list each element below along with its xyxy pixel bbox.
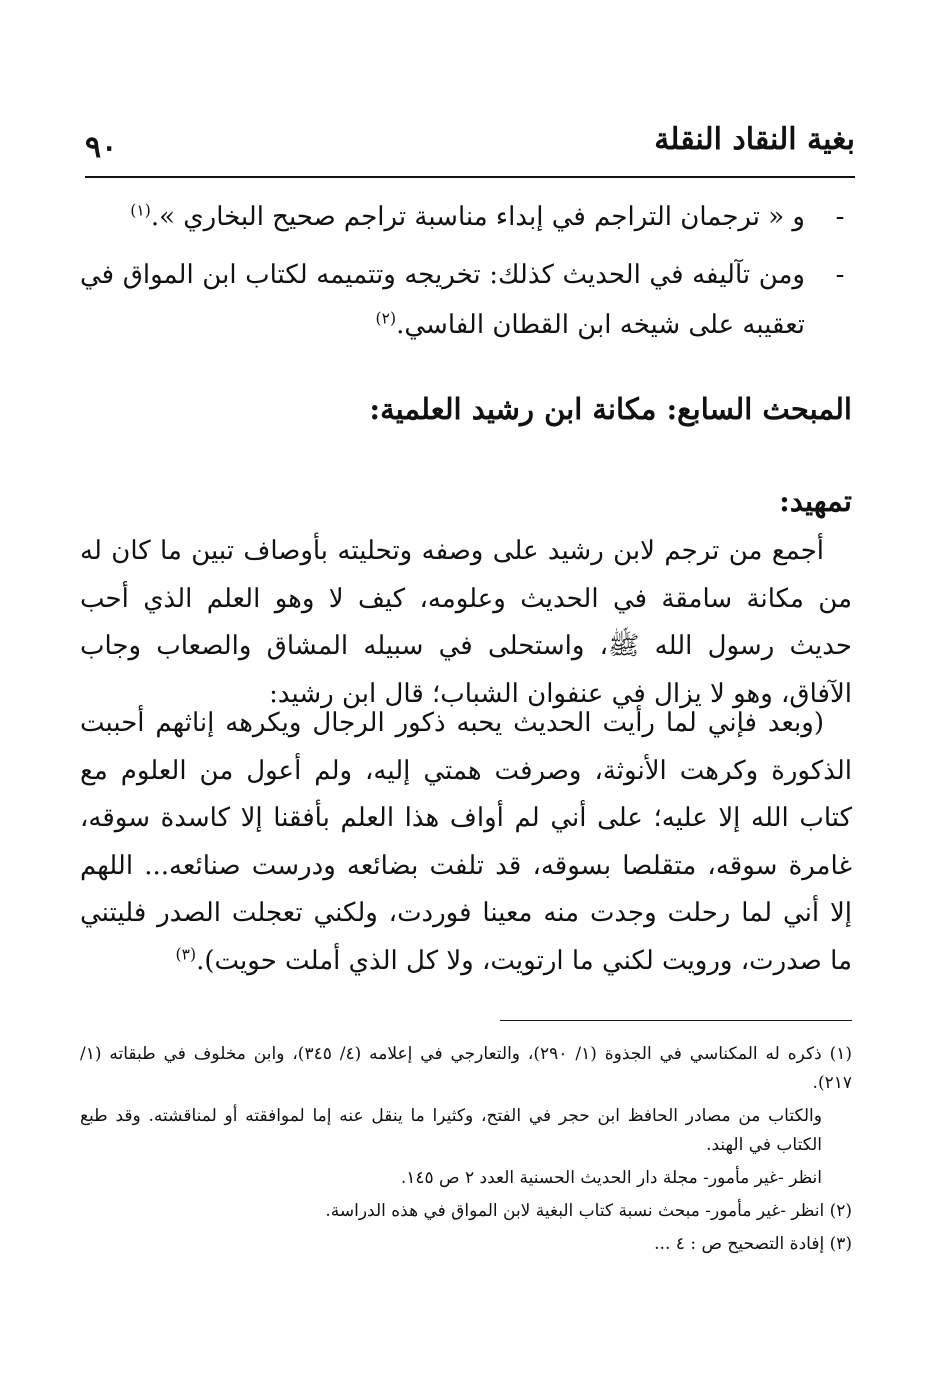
footnote-ref: (٢) (375, 309, 397, 328)
footnote-continuation: والكتاب من مصادر الحافظ ابن حجر في الفتح، وكثيرا ما ينقل عنه إما لموافقته أو لمناقشته. وقد طبع الكتاب في الهند. (80, 1106, 822, 1155)
footnote-ref: (١) (130, 201, 151, 220)
footnote: (٢) انظر -غير مأمور- مبحث نسبة كتاب البغية لابن المواق في هذه الدراسة. (325, 1201, 852, 1221)
footnote: (٣) إفادة التصحيح ص : ٤ ... (654, 1234, 852, 1254)
section-heading: المبحث السابع: مكانة ابن رشيد العلمية: (369, 392, 852, 426)
quote-text: (وبعد فإني لما رأيت الحديث يحبه ذكور الرجال ويكرهه إناثهم أحببت الذكورة وكرهت الأنوثة، وصرفت همتي إليه، ولم أعول من العلوم مع كتاب الله إلا عليه؛ على أني لم أواف هذا العلم بأفقنا إلا كاسدة سوقه، غامرة سوقه، متقلصا بسوقه، قد تلفت بضائعه ودرست صنائعه... اللهم إلا أني لما رحلت وجدت منه معينا فوردت، ولكني تعجلت الصدر فليتني ما صدرت، ورويت لكني ما ارتويت، ولا كل الذي أملت حويت). (80, 708, 852, 976)
bullet-item (80, 250, 855, 350)
bullet-dash: - (835, 260, 845, 290)
body-paragraph (80, 528, 852, 718)
footnote-continuation: انظر -غير مأمور- مجلة دار الحديث الحسنية العدد ٢ ص ١٤٥. (400, 1168, 822, 1188)
footnote: (١) ذكره له المكناسي في الجذوة (١/ ٢٩٠)، والتعارجي في إعلامه (٤/ ٣٤٥)، وابن مخلوف في طبقاته (١/ ٢١٧). (80, 1044, 852, 1093)
running-title: بغية النقاد النقلة (654, 122, 855, 157)
intro-heading: تمهيد: (779, 484, 852, 518)
bullet-list (80, 192, 855, 358)
footnotes (80, 1040, 852, 1263)
bullet-text: ومن تآليفه في الحديث كذلك: تخريجه وتتميمه لكتاب ابن المواق في تعقيبه على شيخه ابن القطان الفاسي. (80, 260, 805, 340)
page-header (85, 112, 855, 172)
bullet-text: و « ترجمان التراجم في إبداء مناسبة تراجم صحيح البخاري ». (150, 202, 805, 232)
page-number: ٩٠ (85, 130, 118, 165)
quote-paragraph (80, 700, 852, 985)
footnote-separator (500, 1020, 852, 1021)
bullet-item (80, 192, 855, 242)
header-rule (85, 176, 855, 178)
footnote-ref: (٣) (175, 944, 197, 963)
bullet-dash: - (835, 202, 845, 232)
paragraph-text: أجمع من ترجم لابن رشيد على وصفه وتحليته بأوصاف تبين ما كان له من مكانة سامقة في الحديث وعلومه، كيف لا وهو العلم الذي أحب حديث رسول الله ﷺ، واستحلى في سبيله المشاق والصعاب وجاب الآفاق، وهو لا يزال في عنفوان الشباب؛ قال ابن رشيد: (80, 536, 852, 709)
